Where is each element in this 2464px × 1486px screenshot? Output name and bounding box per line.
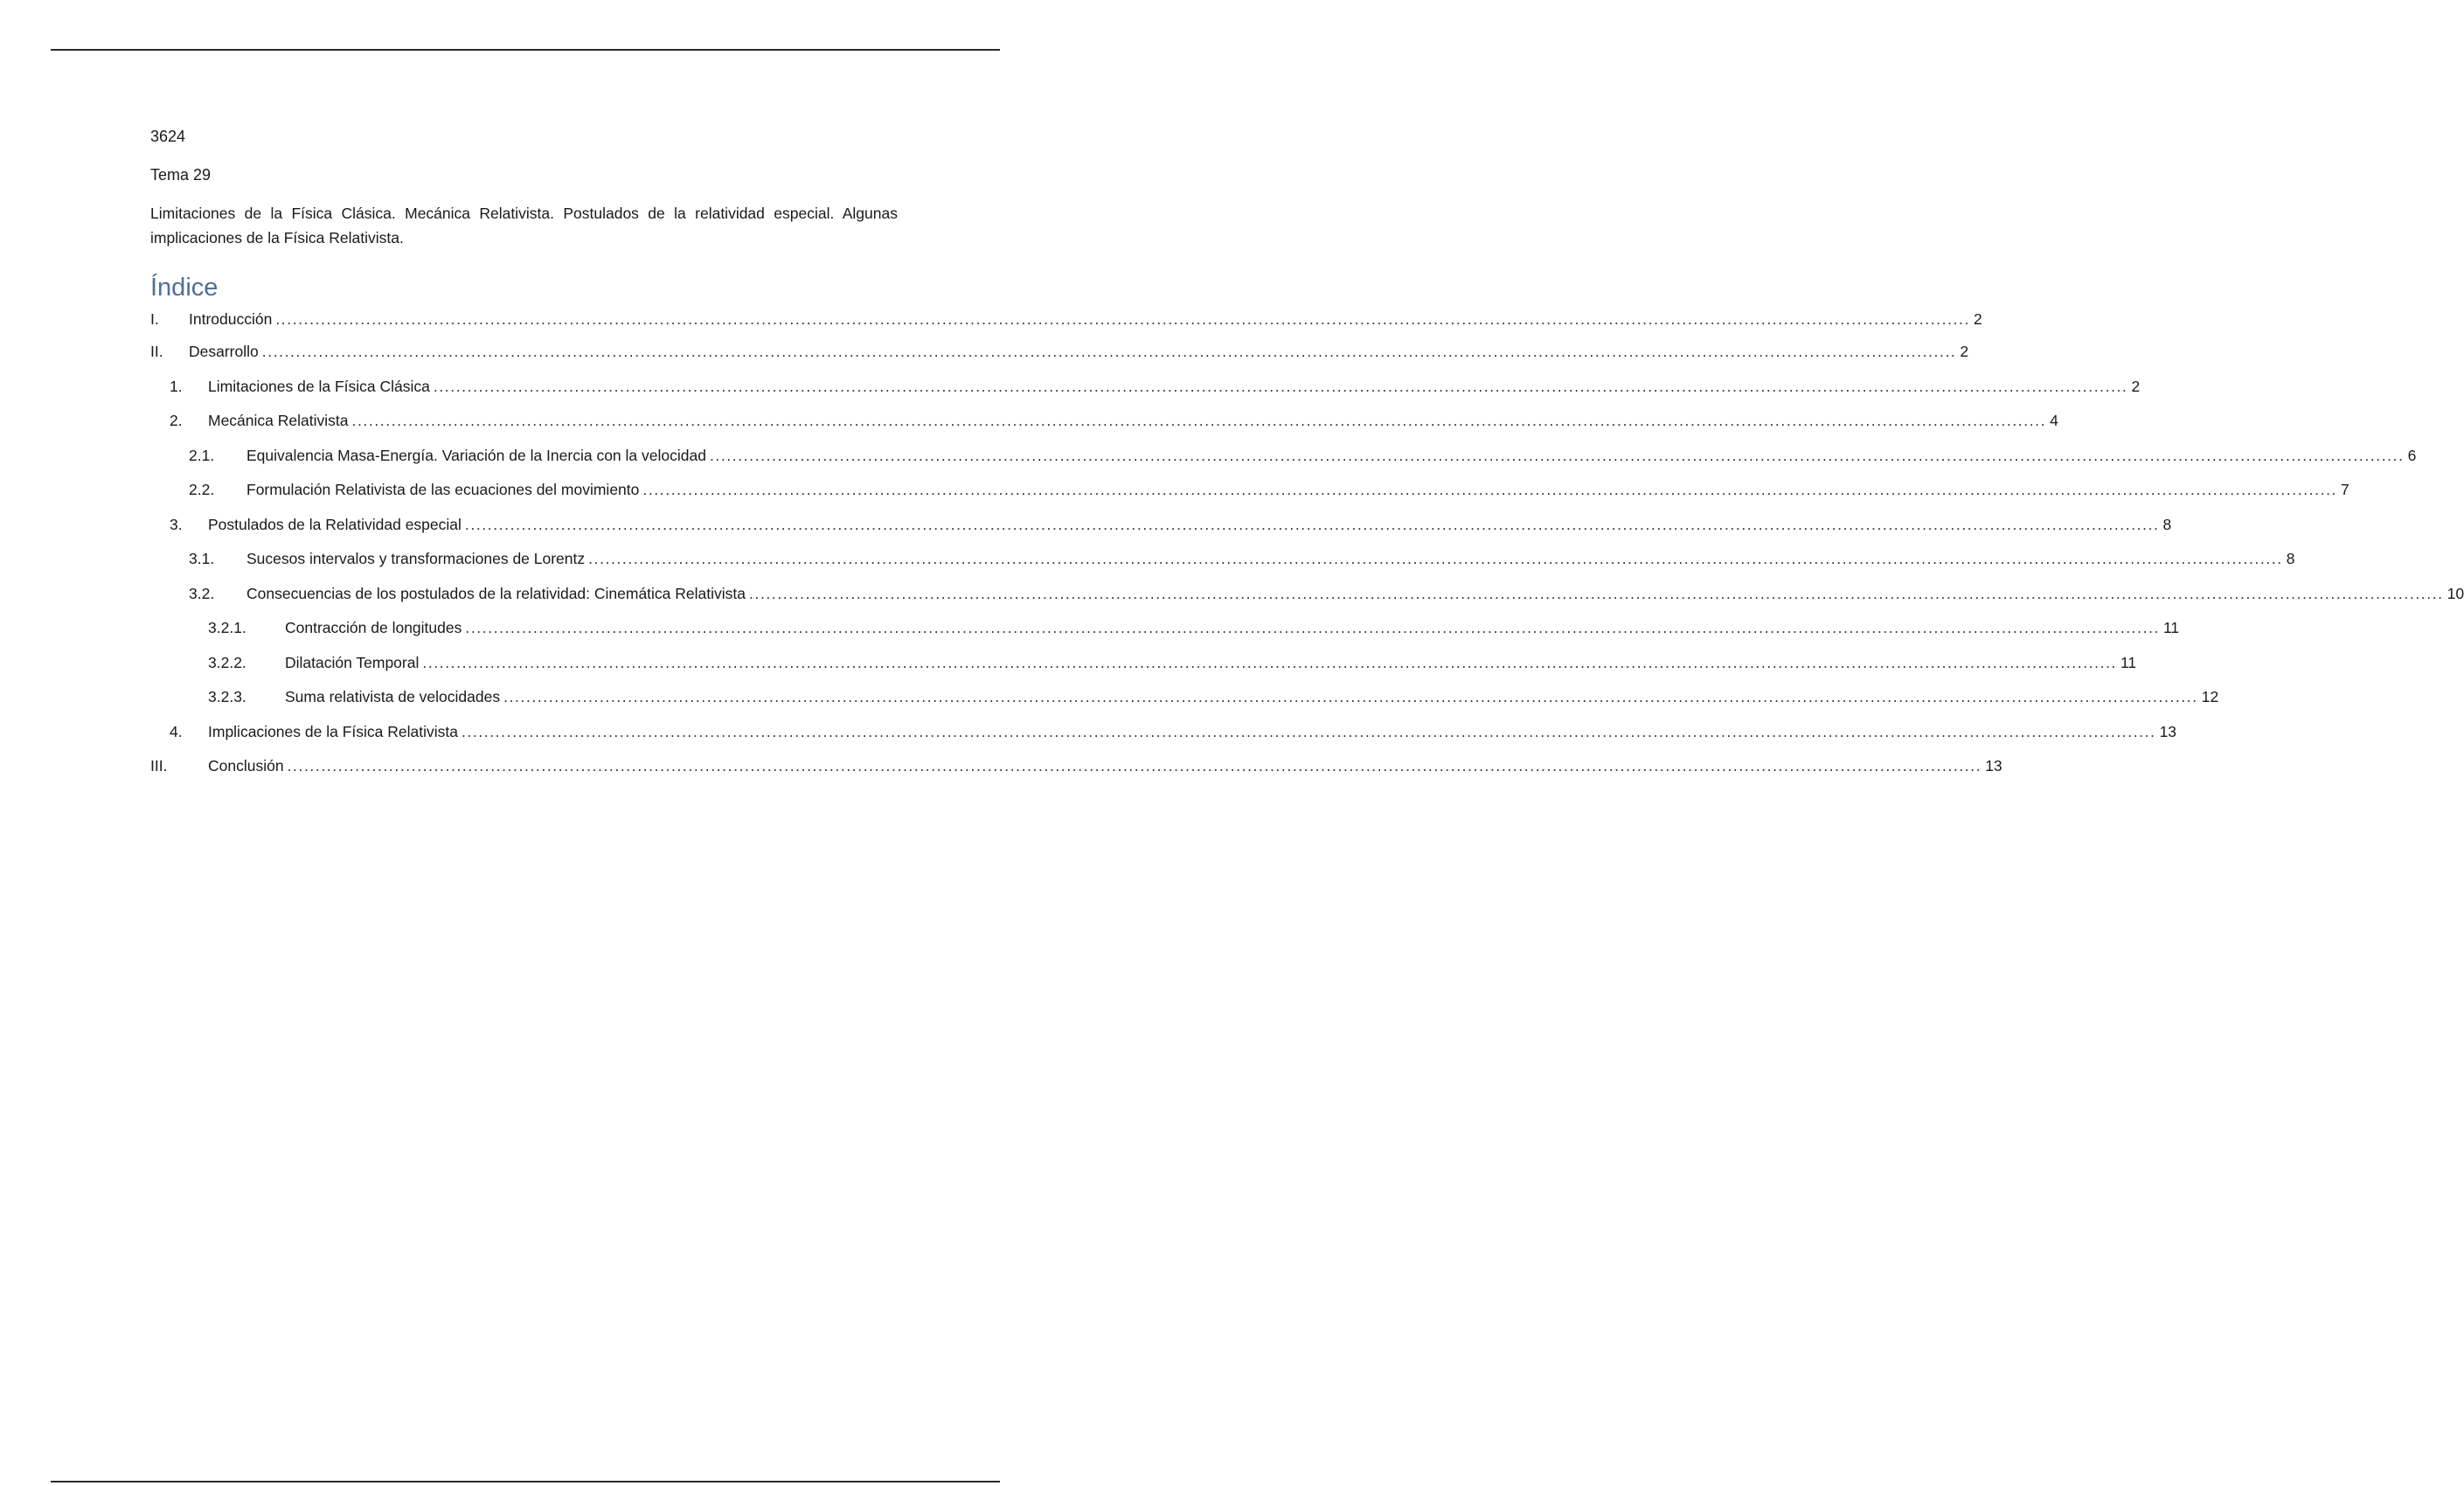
toc-dot-leader: ............................................................................................................................................................................................................................................................................................................: [465, 619, 2160, 636]
page-content: [150, 126, 2464, 784]
toc-entry[interactable]: [150, 542, 2295, 577]
toc-dot-leader: ............................................................................................................................................................................................................................................................................................................: [749, 584, 2444, 602]
toc-entry-page: 2: [1973, 310, 1982, 328]
toc-entry[interactable]: [150, 473, 2349, 508]
toc-entry-page: 8: [2286, 550, 2295, 567]
toc-entry-number: 3.2.: [189, 584, 215, 602]
toc-entry[interactable]: [150, 370, 2141, 405]
toc-entry-page: 13: [1985, 757, 2002, 774]
toc-entry[interactable]: [150, 680, 2219, 715]
toc-entry-label: Sucesos intervalos y transformaciones de Lorentz: [246, 550, 586, 567]
toc-entry-page: 2: [2131, 377, 2141, 395]
toc-entry-page: 4: [2050, 412, 2058, 429]
toc-entry-page: 10: [2447, 584, 2464, 602]
toc-entry-page: 12: [2201, 688, 2219, 705]
toc-dot-leader: ............................................................................................................................................................................................................................................................................................................: [433, 377, 2128, 395]
toc-entry-number: 1.: [170, 377, 183, 395]
toc-dot-leader: ............................................................................................................................................................................................................................................................................................................: [461, 722, 2156, 740]
toc-dot-leader: ............................................................................................................................................................................................................................................................................................................: [709, 446, 2405, 464]
toc-entry-label: Dilatación Temporal: [285, 653, 420, 671]
toc-entry-number: 2.1.: [189, 446, 215, 464]
toc-dot-leader: ............................................................................................................................................................................................................................................................................................................: [351, 412, 2047, 429]
toc-entry-number: III.: [150, 757, 168, 774]
toc-entry[interactable]: [150, 335, 1969, 370]
toc-entry-number: 3.: [170, 515, 183, 533]
footer-rule: [51, 1481, 1000, 1483]
toc-entry-label: Conclusión: [208, 757, 284, 774]
toc-entry-number: 3.2.2.: [208, 653, 246, 671]
toc-entry-number: 4.: [170, 722, 183, 740]
toc-entry-page: 8: [2162, 515, 2172, 533]
toc-entry-label: Formulación Relativista de las ecuaciones del movimiento: [246, 481, 640, 498]
toc-entry[interactable]: [150, 646, 2137, 681]
toc-dot-leader: ............................................................................................................................................................................................................................................................................................................: [422, 653, 2117, 671]
toc-entry-page: 11: [2162, 619, 2180, 636]
toc-entry-number: II.: [150, 343, 163, 360]
toc-entry-number: 3.2.1.: [208, 619, 246, 636]
toc-entry-label: Postulados de la Relatividad especial: [208, 515, 462, 533]
toc-entry-label: Consecuencias de los postulados de la relatividad: Cinemática Relativista: [246, 584, 746, 602]
toc-entry-number: 2.2.: [189, 481, 215, 498]
toc-entry-label: Contracción de longitudes: [285, 619, 462, 636]
document-tema: Tema 29: [150, 166, 212, 184]
document-subtitle: Limitaciones de la Física Clásica. Mecánica Relativista. Postulados de la relatividad especial. Algunas implicaciones de la Física Relativista.: [150, 205, 898, 247]
toc-dot-leader: ............................................................................................................................................................................................................................................................................................................: [464, 515, 2160, 533]
toc-entry-page: 2: [1960, 343, 1969, 360]
toc-entry-page: 7: [2341, 481, 2349, 498]
toc-entry-label: Limitaciones de la Física Clásica: [208, 377, 430, 395]
toc-entry-number: 3.2.3.: [208, 688, 246, 705]
toc-entry-label: Equivalencia Masa-Energía. Variación de la Inercia con la velocidad: [246, 446, 706, 464]
toc-entry-number: I.: [150, 310, 159, 328]
toc-entry[interactable]: [150, 303, 1982, 335]
header-rule: [51, 49, 1000, 51]
toc-dot-leader: ............................................................................................................................................................................................................................................................................................................: [642, 481, 2338, 498]
toc-dot-leader: ............................................................................................................................................................................................................................................................................................................: [261, 343, 1957, 360]
toc-entry[interactable]: [150, 404, 2058, 439]
toc-entry-number: 2.: [170, 412, 183, 429]
toc-entry-label: Mecánica Relativista: [208, 412, 349, 429]
toc-entry-label: Desarrollo: [189, 343, 259, 360]
toc-entry-label: Implicaciones de la Física Relativista: [208, 722, 458, 740]
toc-entry[interactable]: [150, 439, 2417, 474]
toc-entry-page: 13: [2159, 722, 2177, 740]
document-code: 3624: [150, 128, 186, 145]
toc-entry-label: Suma relativista de velocidades: [285, 688, 501, 705]
toc-entry-page: 6: [2407, 446, 2417, 464]
toc-entry-page: 11: [2120, 653, 2137, 671]
toc-dot-leader: ............................................................................................................................................................................................................................................................................................................: [275, 310, 1970, 328]
toc-dot-leader: ............................................................................................................................................................................................................................................................................................................: [588, 550, 2283, 567]
toc-entry[interactable]: [150, 508, 2172, 543]
toc-entry[interactable]: [150, 749, 2002, 784]
toc-entry[interactable]: [150, 611, 2180, 646]
toc-dot-leader: ............................................................................................................................................................................................................................................................................................................: [287, 757, 1982, 774]
toc-entry-label: Introducción: [189, 310, 273, 328]
toc-entry[interactable]: [150, 577, 2464, 612]
table-of-contents: [150, 303, 2464, 784]
toc-entry[interactable]: [150, 715, 2177, 750]
index-heading: Índice: [150, 274, 219, 302]
toc-dot-leader: ............................................................................................................................................................................................................................................................................................................: [503, 688, 2198, 705]
toc-entry-number: 3.1.: [189, 550, 215, 567]
